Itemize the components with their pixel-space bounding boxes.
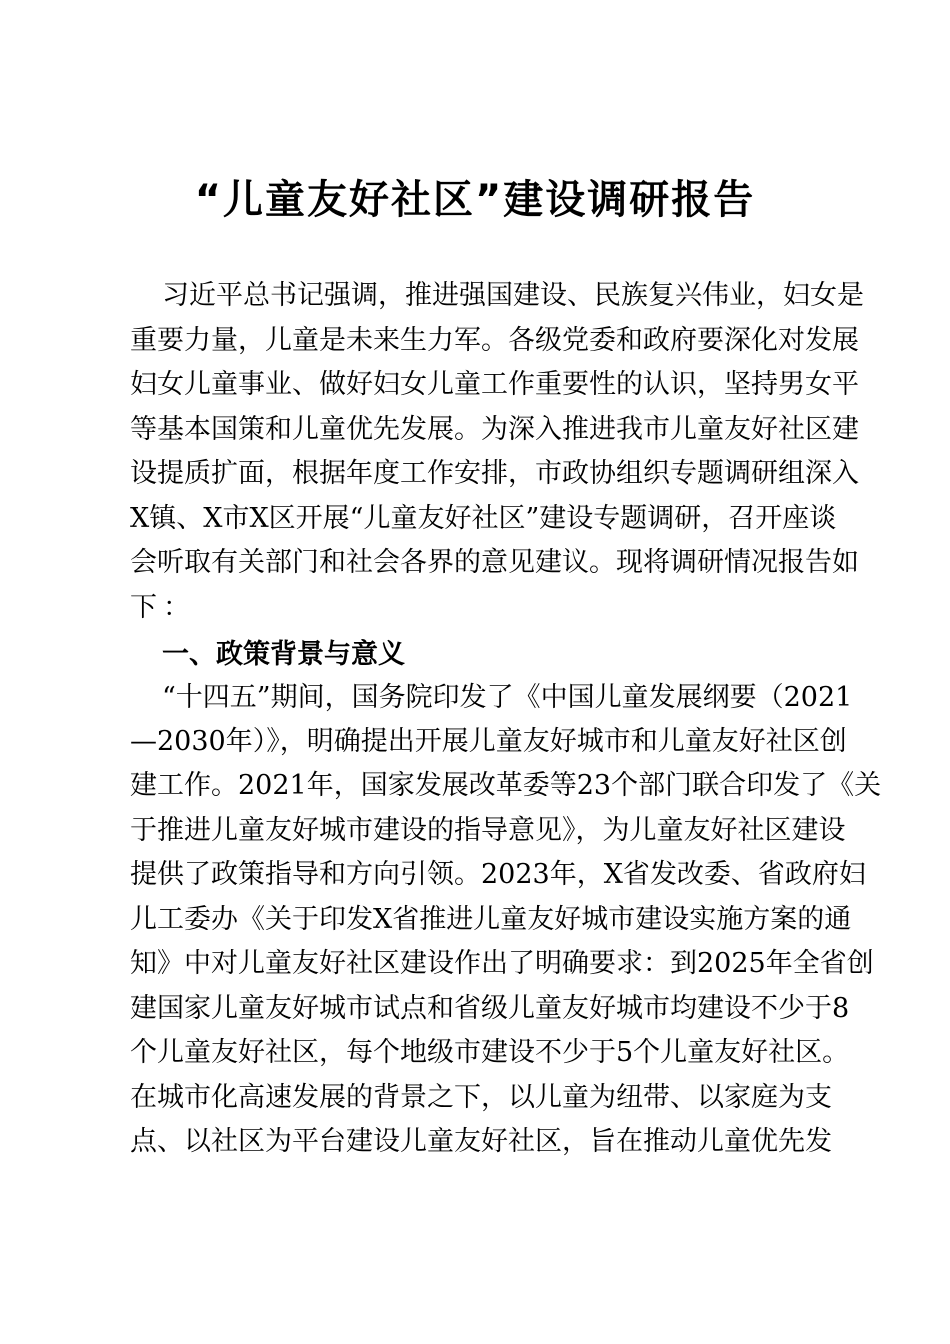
text-line: 下：: [130, 592, 196, 623]
text-line: 重要力量，儿童是未来生力军。各级党委和政府要深化对发展: [130, 325, 859, 356]
text-line: 点、以社区为平台建设儿童友好社区，旨在推动儿童优先发: [130, 1126, 832, 1157]
text-line: 建国家儿童友好城市试点和省级儿童友好城市均建设不少于8: [130, 993, 850, 1024]
text-line: 会听取有关部门和社会各界的意见建议。现将调研情况报告如: [130, 547, 859, 578]
section-heading: 一、政策背景与意义: [162, 639, 405, 670]
text-line: 妇女儿童事业、做好妇女儿童工作重要性的认识，坚持男女平: [130, 369, 859, 400]
document-title: “儿童友好社区”建设调研报告: [194, 177, 756, 223]
text-line: 等基本国策和儿童优先发展。为深入推进我市儿童友好社区建: [130, 414, 859, 445]
text-line: 知》中对儿童友好社区建设作出了明确要求：到2025年全省创: [130, 948, 874, 979]
text-line: X镇、X市X区开展“儿童友好社区”建设专题调研，召开座谈: [130, 503, 837, 534]
text-line: 儿工委办《关于印发X省推进儿童友好城市建设实施方案的通: [130, 904, 852, 935]
text-line: 设提质扩面，根据年度工作安排，市政协组织专题调研组深入: [130, 458, 859, 489]
text-line: 于推进儿童友好城市建设的指导意见》，为儿童友好社区建设: [130, 815, 846, 846]
text-line: “十四五”期间，国务院印发了《中国儿童发展纲要（2021: [162, 682, 853, 713]
text-line: 个儿童友好社区，每个地级市建设不少于5个儿童友好社区。: [130, 1037, 850, 1068]
text-line: 习近平总书记强调，推进强国建设、民族复兴伟业，妇女是: [162, 280, 864, 311]
text-line: 在城市化高速发展的背景之下，以儿童为纽带、以家庭为支: [130, 1082, 832, 1113]
text-line: 建工作。2021年，国家发展改革委等23个部门联合印发了《关: [130, 770, 882, 801]
text-line: —2030年）》，明确提出开展儿童友好城市和儿童友好社区创: [130, 726, 847, 757]
text-line: 提供了政策指导和方向引领。2023年，X省发改委、省政府妇: [130, 859, 866, 890]
